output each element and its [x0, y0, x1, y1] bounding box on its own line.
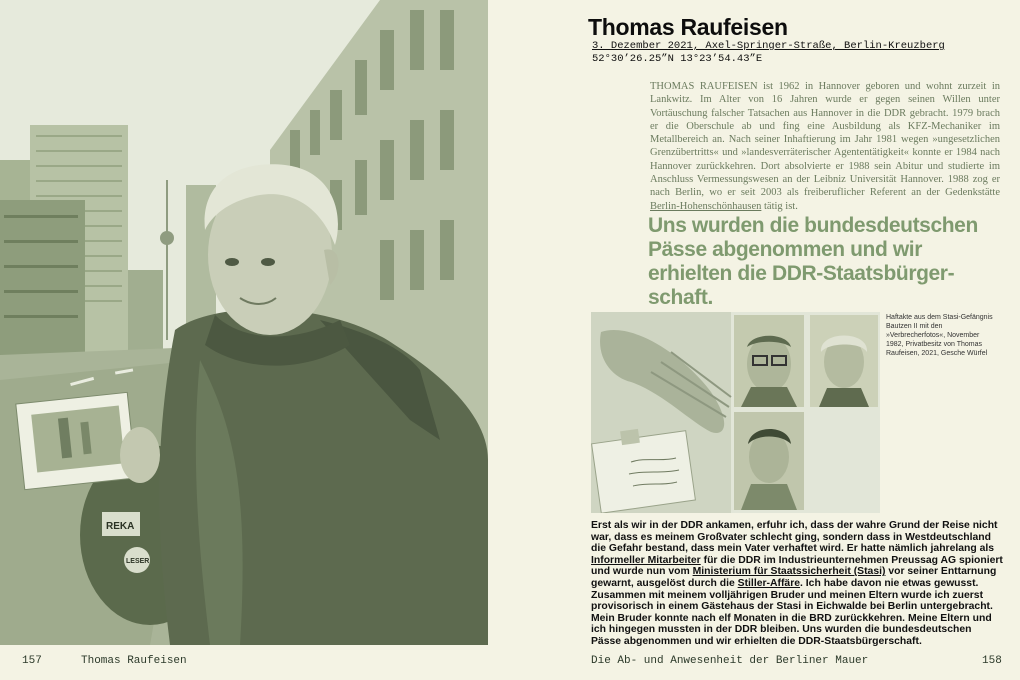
bio-paragraph — [650, 80, 1000, 213]
photo-caption: Haftakte aus dem Stasi-Gefängnis Bautzen II mit den »Verbrecherfotos«, November 1982, Privatbesitz von Thomas Raufeisen, 2021, Gesche Würfel — [886, 314, 993, 357]
left-page-number: 157 — [22, 655, 42, 667]
link-informeller-mitarbeiter[interactable]: Informeller Mitarbeiter — [591, 554, 701, 566]
link-stiller-affaere[interactable]: Stiller-Affäre — [737, 577, 801, 589]
bio-text: THOMAS RAUFEISEN ist 1962 in Hannover geboren und wohnt zurzeit in Lankwitz. Im Alter von 16 Jahren wurde er gegen seinen Willen unter Vortäuschung falscher Tatsachen aus Hannover in die DDR gebracht. 1979 brach er die Oberschule ab und fing eine Ausbildung als KFZ-Mechaniker im Metallbereich an. Nach seiner Inhaftierung im Jahr 1981 wegen »ungesetzlichen Grenzübertritts« und »landesverräterischer Agententätigkeit« konnte er 1984 nach Hannover zurückkehren. Dort absolvierte er 1988 sein Abitur und studierte im Anschluss Vermessungswesen an der Leibniz Universität Hannover. 1988 zog er nach Berlin, wo er seit 2003 als freiberuflicher Referent an der Gedenkstätte — [650, 81, 1000, 199]
photo-sticker-text: LESER — [126, 558, 150, 565]
portrait-photo-illustration — [0, 0, 488, 645]
coordinates: 52°30’26.25”N 13°23’54.43”E — [592, 53, 763, 65]
stasi-file-illustration — [591, 312, 880, 513]
left-running-head: Thomas Raufeisen — [81, 655, 187, 667]
bio-text-end: tätig ist. — [761, 200, 798, 212]
story-text-2: für die DDR im Industrieunternehmen Preussag AG spioniert und wurde nun vom — [591, 554, 1003, 578]
story-text-3: vor seiner Enttarnung gewarnt, ausgelöst durch die — [591, 566, 997, 589]
date-location: 3. Dezember 2021, Axel-Springer-Straße, Berlin-Kreuzberg — [592, 40, 945, 52]
pull-quote: Uns wurden die bundesdeutschen Pässe abgenommen und wir erhielten die DDR-Staatsbürger-schaft. — [648, 214, 978, 309]
story-paragraph — [591, 520, 1003, 648]
page-title: Thomas Raufeisen — [588, 14, 788, 40]
photo-sign-text: REKA — [106, 521, 135, 532]
portrait-photo — [0, 0, 488, 645]
right-running-head: Die Ab- und Anwesenheit der Berliner Mauer — [591, 655, 869, 667]
bio-link-hohenschoenhausen[interactable]: Berlin-Hohenschönhausen — [650, 200, 762, 212]
story-text: Erst als wir in der DDR ankamen, erfuhr ich, dass der wahre Grund der Reise nicht war, dass es meinem Großvater schlecht ging, sondern dass in Westdeutschland die Gefahr bestand, dass mein Vater verhaftet wird. Er hatte nämlich jahrelang als — [591, 520, 998, 555]
story-text-4: . Ich habe davon nie etwas gewusst. Zusammen mit meinem volljährigen Bruder und meinen Eltern wurde ich zuerst provisorisch in einem Gästehaus der Stasi in Eichwalde bei Berlin untergebracht. Mein Bruder konnte nach elf Monaten in die BRD zurückkehren. Meine Eltern und ich hingegen mussten in der DDR bleiben. Uns wurden die bundesdeutschen Pässe abgenommen und wir erhielten die DDR-Staatsbürgerschaft. — [591, 577, 993, 647]
stasi-file-photo — [591, 312, 880, 513]
link-stasi[interactable]: Ministerium für Staatssicherheit (Stasi) — [692, 566, 886, 578]
right-page-number: 158 — [982, 655, 1002, 667]
right-page — [488, 0, 1020, 680]
